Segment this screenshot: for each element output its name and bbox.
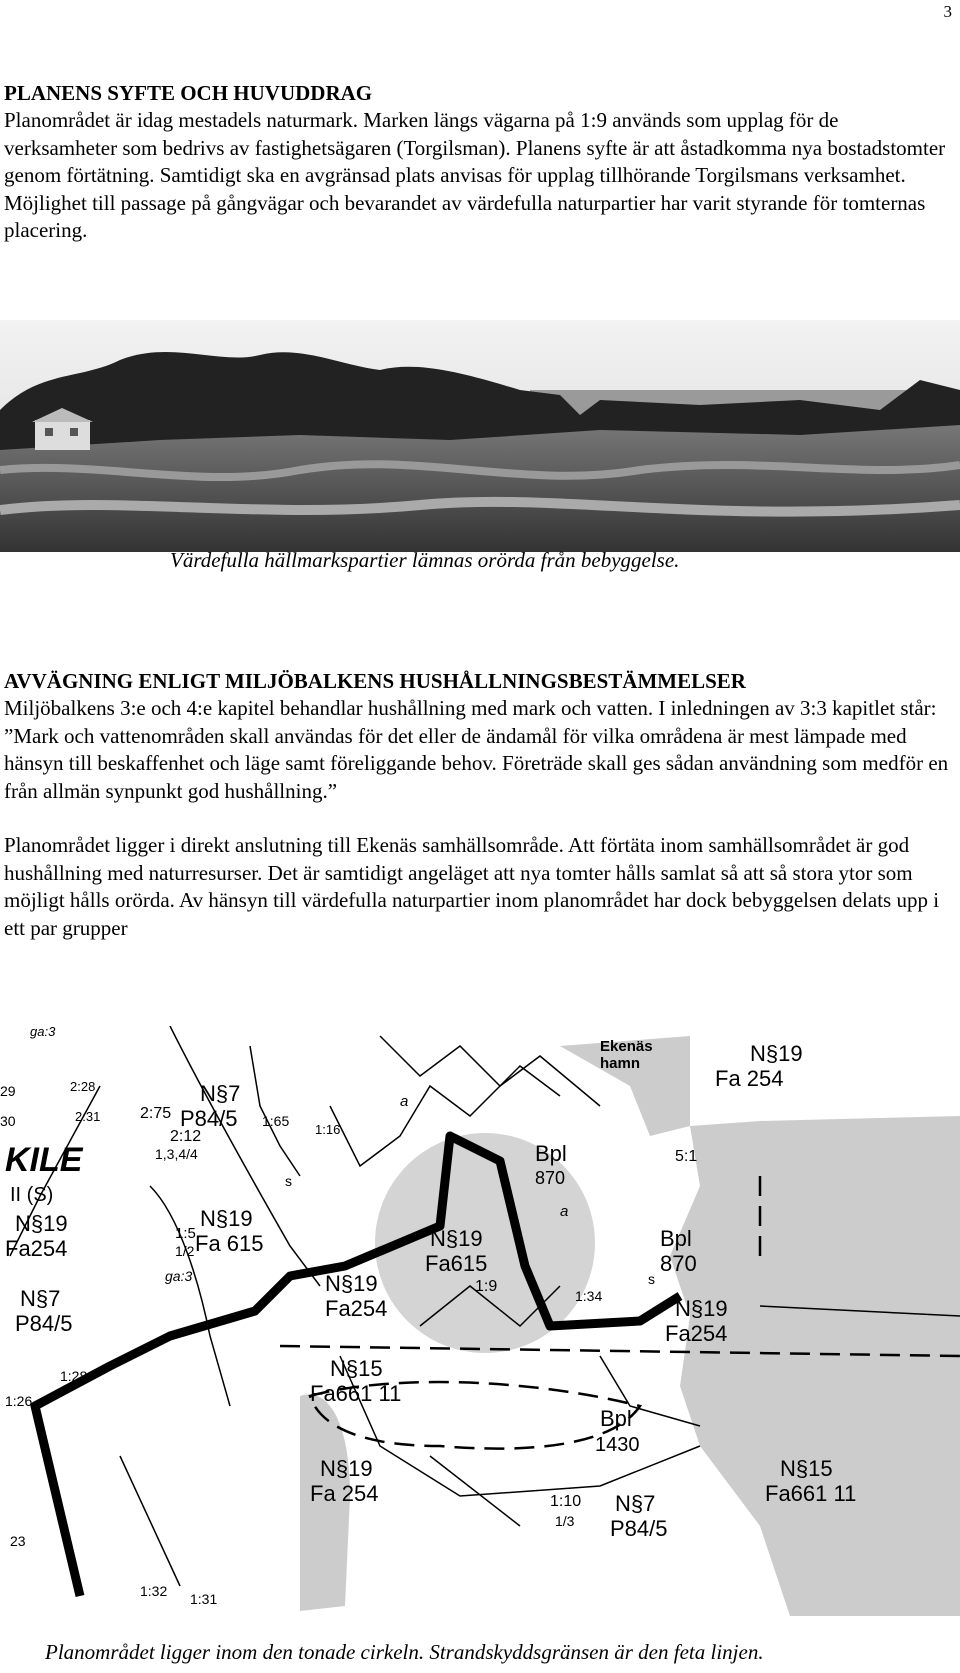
map-label: ga:3	[165, 1268, 193, 1284]
map-label: a	[400, 1093, 409, 1110]
map-label: 1,3,4/4	[155, 1146, 198, 1162]
section-balancing	[4, 668, 954, 942]
map-label: a	[560, 1203, 569, 1220]
map-label: 1:34	[575, 1288, 603, 1304]
page-number: 3	[943, 2, 952, 21]
map-label: N§19	[200, 1206, 253, 1231]
map-label: 30	[0, 1113, 16, 1129]
section-purpose	[4, 80, 954, 245]
map-label: Fa661 11	[765, 1481, 857, 1506]
map-label: 870	[660, 1251, 697, 1276]
map-label: N§15	[330, 1356, 383, 1381]
map-label: 1:32	[140, 1583, 168, 1599]
map-label: Fa254	[5, 1236, 68, 1261]
map-label: 1/2	[175, 1243, 195, 1259]
photo-caption: Värdefulla hällmarkspartier lämnas orörda från bebyggelse.	[170, 548, 680, 572]
section-heading: AVVÄGNING ENLIGT MILJÖBALKENS HUSHÅLLNINGSBESTÄMMELSER	[4, 669, 746, 693]
map-label: P84/5	[610, 1516, 668, 1541]
landscape-photo	[0, 320, 960, 552]
plan-map	[0, 1026, 960, 1616]
map-label: Fa661 11	[310, 1381, 402, 1406]
section-paragraph: Miljöbalkens 3:e och 4:e kapitel behandlar hushållning med mark och vatten. I inledningen av 3:3 kapitlet står: ”Mark och vattenområden skall användas för det eller de ändamål för vilka områdena är mest lämpade med hänsyn till beskaffenhet och läge samt föreliggande behov. Företräde skall ges sådan användning som medför en från allmän synpunkt god hushållning.”	[4, 696, 949, 803]
section-paragraph: Planområdet är idag mestadels naturmark. Marken längs vägarna på 1:9 används som upplag för de verksamheter som bedrivs av fastighetsägaren (Torgilsman). Planens syfte är att åstadkomma nya bostadstomter genom förtätning. Samtidigt ska en avgränsad plats anvisas för upplag tillhörande Torgilsmans verksamhet. Möjlighet till passage på gångvägar och bevarandet av värdefulla naturpartier har varit styrande för tomternas placering.	[4, 108, 946, 242]
map-label: 1:9	[475, 1278, 498, 1295]
map-label: Bpl	[660, 1226, 692, 1251]
map-label: s	[285, 1173, 292, 1189]
map-label: 1:16	[315, 1122, 341, 1137]
map-label: s	[648, 1271, 655, 1287]
map-label: N§7	[20, 1286, 61, 1311]
map-label: 23	[10, 1533, 26, 1549]
map-label: 1430	[595, 1434, 640, 1456]
map-label: Fa 254	[715, 1066, 784, 1091]
map-label: 1:26	[5, 1393, 33, 1409]
map-label: 1:10	[550, 1493, 582, 1510]
map-label: 1:65	[262, 1113, 290, 1129]
map-label: N§19	[325, 1271, 378, 1296]
map-label: KILE	[5, 1141, 83, 1179]
map-label: Fa254	[665, 1321, 728, 1346]
map-label: hamn	[600, 1055, 641, 1072]
map-label: P84/5	[15, 1311, 73, 1336]
map-label: 2:75	[140, 1105, 172, 1122]
map-label: 29	[0, 1083, 16, 1099]
map-label: N§7	[615, 1491, 656, 1516]
map-label: 5:1	[675, 1148, 698, 1165]
map-label: N§7	[200, 1081, 241, 1106]
map-label: ga:3	[30, 1026, 56, 1039]
map-label: 1:31	[190, 1591, 218, 1607]
map-label: Fa 615	[195, 1231, 264, 1256]
map-label: 2:28	[70, 1079, 96, 1094]
section-heading: PLANENS SYFTE OCH HUVUDDRAG	[4, 81, 373, 105]
map-label: Bpl	[600, 1406, 632, 1431]
map-label: Fa615	[425, 1251, 488, 1276]
map-caption: Planområdet ligger inom den tonade cirkeln. Strandskyddsgränsen är den feta linjen.	[45, 1640, 764, 1664]
map-label: 1:5	[175, 1225, 196, 1242]
map-label: 2:12	[170, 1128, 202, 1145]
map-label: N§19	[750, 1041, 803, 1066]
map-label: II (S)	[10, 1184, 54, 1206]
map-label: 1:28	[60, 1368, 88, 1384]
map-label: 1/3	[555, 1513, 575, 1529]
map-label: N§19	[320, 1456, 373, 1481]
map-label: 2:31	[75, 1109, 101, 1124]
map-label: Fa254	[325, 1296, 388, 1321]
map-label: P84/5	[180, 1106, 238, 1131]
map-label: N§19	[675, 1296, 728, 1321]
map-label: Ekenäs	[600, 1038, 653, 1055]
section-paragraph: Planområdet ligger i direkt anslutning till Ekenäs samhällsområde. Att förtäta inom samhällsområdet är god hushållning med naturresurser. Det är samtidigt angeläget att nya tomter hålls samlat så att så stora ytor som möjligt hålls orörda. Av hänsyn till värdefulla naturpartier inom planområdet har dock bebyggelsen delats upp i ett par grupper	[4, 833, 940, 940]
map-label: Bpl	[535, 1141, 567, 1166]
map-label: N§15	[780, 1456, 833, 1481]
map-label: N§19	[430, 1226, 483, 1251]
map-label: 870	[535, 1168, 566, 1188]
map-label: Fa 254	[310, 1481, 379, 1506]
map-label: N§19	[15, 1211, 68, 1236]
